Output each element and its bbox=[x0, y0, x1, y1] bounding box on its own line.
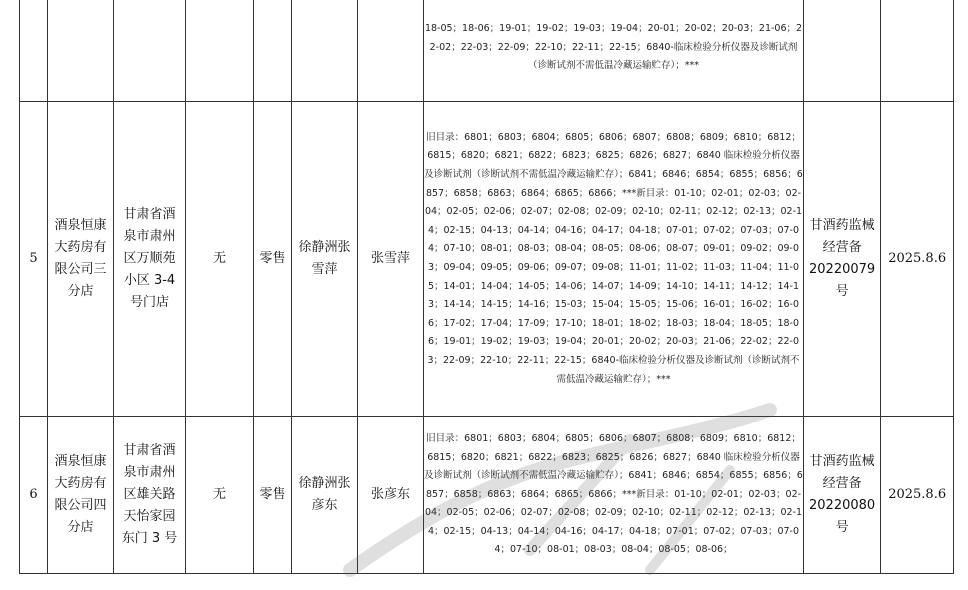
table-row bbox=[20, 0, 954, 102]
business-scope-cell: 18-05；18-06；19-01；19-02；19-03；19-04；20-01；20-02；20-03；21-06；22-02；22-03；22-09；22-10；22-11；22-15；6840-临床检验分析仪器及诊断试剂（诊断试剂不需低温冷藏运输贮存）；*** bbox=[424, 0, 804, 102]
index-cell: 6 bbox=[20, 417, 48, 574]
legal-rep-cell bbox=[186, 0, 254, 102]
registration-table bbox=[19, 0, 954, 574]
date-cell: 2025.8.6 bbox=[881, 417, 954, 574]
certificate-number-cell: 甘酒药监械经营备20220080号 bbox=[804, 417, 881, 574]
address-cell bbox=[114, 0, 186, 102]
date-cell bbox=[881, 0, 954, 102]
certificate-number-cell: 甘酒药监械经营备20220079号 bbox=[804, 102, 881, 417]
quality-manager-cell: 张雪萍 bbox=[358, 102, 424, 417]
quality-manager-cell: 张彦东 bbox=[358, 417, 424, 574]
index-cell bbox=[20, 0, 48, 102]
business-mode-cell: 零售 bbox=[254, 417, 292, 574]
address-cell: 甘肃省酒泉市肃州区万顺苑小区 3-4 号门店 bbox=[114, 102, 186, 417]
company-name-cell: 酒泉恒康大药房有限公司三分店 bbox=[48, 102, 114, 417]
table-row bbox=[20, 102, 954, 417]
business-mode-cell: 零售 bbox=[254, 102, 292, 417]
legal-rep-cell: 无 bbox=[186, 417, 254, 574]
responsible-person-cell: 徐静洲张雪萍 bbox=[292, 102, 358, 417]
company-name-cell: 酒泉恒康大药房有限公司四分店 bbox=[48, 417, 114, 574]
responsible-person-cell bbox=[292, 0, 358, 102]
date-cell: 2025.8.6 bbox=[881, 102, 954, 417]
index-cell: 5 bbox=[20, 102, 48, 417]
business-mode-cell bbox=[254, 0, 292, 102]
quality-manager-cell bbox=[358, 0, 424, 102]
address-cell: 甘肃省酒泉市肃州区雄关路天怡家园东门 3 号 bbox=[114, 417, 186, 574]
business-scope-cell: 旧目录：6801；6803；6804；6805；6806；6807；6808；6809；6810；6812；6815；6820；6821；6822；6823；6825；6826；6827；6840 临床检验分析仪器及诊断试剂（诊断试剂不需低温冷藏运输贮存）；6841；6846；6854；6855；6856；6857；6858；6863；6864；6865；6866；***新目录：01-10；02-01；02-03；02-04；02-05；02-06；02-07；02-08；02-09；02-10；02-11；02-12；02-13；02-14；02-15；04-13；04-14；04-16；04-17；04-18；07-01；07-02；07-03；07-04；07-10；08-01；08-03；08-04；08-05；08-06； bbox=[424, 417, 804, 574]
certificate-number-cell bbox=[804, 0, 881, 102]
legal-rep-cell: 无 bbox=[186, 102, 254, 417]
company-name-cell bbox=[48, 0, 114, 102]
responsible-person-cell: 徐静洲张彦东 bbox=[292, 417, 358, 574]
business-scope-cell: 旧目录：6801；6803；6804；6805；6806；6807；6808；6809；6810；6812；6815；6820；6821；6822；6823；6825；6826；6827；6840 临床检验分析仪器及诊断试剂（诊断试剂不需低温冷藏运输贮存）；6841；6846；6854；6855；6856；6857；6858；6863；6864；6865；6866；***新目录：01-10；02-01；02-03；02-04；02-05；02-06；02-07；02-08；02-09；02-10；02-11；02-12；02-13；02-14；02-15；04-13；04-14；04-16；04-17；04-18；07-01；07-02；07-03；07-04；07-10；08-01；08-03；08-04；08-05；08-06；08-07；09-01；09-02；09-03；09-04；09-05；09-06；09-07；09-08；11-01；11-02；11-03；11-04；11-05；14-01；14-04；14-05；14-06；14-07；14-09；14-10；14-11；14-12；14-13；14-14；14-15；14-16；15-03；15-04；15-05；15-06；16-01；16-02；16-06；17-02；17-04；17-09；17-10；18-01；18-02；18-03；18-04；18-05；18-06；19-01；19-02；19-03；19-04；20-01；20-02；20-03；21-06；22-02；22-03；22-09；22-10；22-11；22-15；6840-临床检验分析仪器及诊断试剂（诊断试剂不需低温冷藏运输贮存）；*** bbox=[424, 102, 804, 417]
table-row bbox=[20, 417, 954, 574]
